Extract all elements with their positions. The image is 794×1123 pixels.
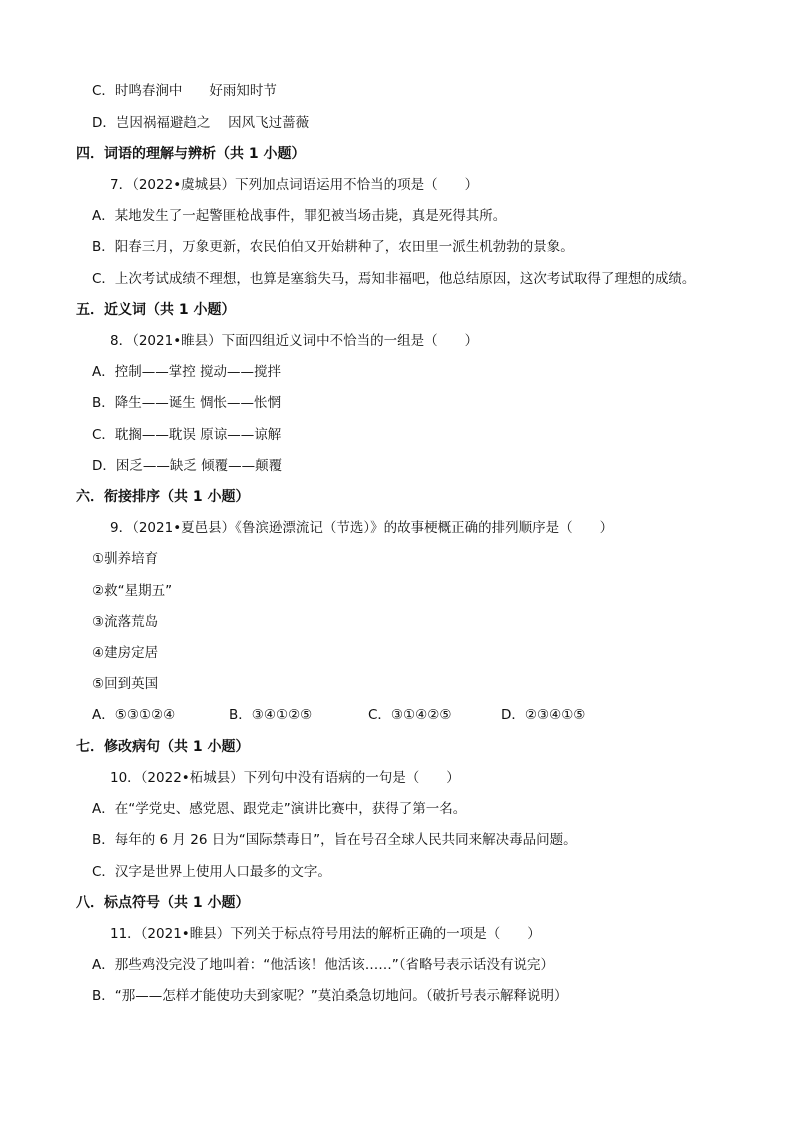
question-stem: 8．（2021•睢县）下面四组近义词中不恰当的一组是（ ） (110, 333, 479, 349)
section-heading: 六．衔接排序（共 1 小题） (76, 489, 250, 505)
option-line: B．每年的 6 月 26 日为“国际禁毒日”，旨在号召全球人民共同来解决毒品问题。 (92, 832, 577, 848)
option-line: B．“那——怎样才能使功夫到家呢？”莫泊桑急切地问。（破折号表示解释说明） (92, 988, 568, 1004)
option-line: A．某地发生了一起警匪枪战事件，罪犯被当场击毙，真是死得其所。 (92, 208, 507, 224)
section-heading: 八．标点符号（共 1 小题） (76, 895, 250, 911)
choices-row (92, 705, 585, 725)
option-line: A．那些鸡没完没了地叫着：“他活该！他活该……”（省略号表示话没有说完） (92, 957, 554, 973)
option-line: B．阳春三月，万象更新，农民伯伯又开始耕种了，农田里一派生机勃勃的景象。 (92, 239, 574, 255)
option-line: ⑤回到英国 (92, 676, 159, 692)
choice-c: C．③①④②⑤ (368, 707, 452, 723)
section-heading: 五．近义词（共 1 小题） (76, 302, 236, 318)
option-line: ②救“星期五” (92, 583, 173, 599)
option-line: B．降生——诞生 惆怅——怅惘 (92, 395, 282, 411)
section-heading: 四．词语的理解与辨析（共 1 小题） (76, 146, 306, 162)
option-line: A．在“学党史、感党恩、跟党走”演讲比赛中，获得了第一名。 (92, 801, 467, 817)
question-stem: 9．（2021•夏邑县）《鲁滨逊漂流记（节选）》的故事梗概正确的排列顺序是（ ） (110, 520, 614, 536)
option-line: C．耽搁——耽误 原谅——谅解 (92, 427, 282, 443)
option-line: ③流落荒岛 (92, 614, 159, 630)
option-line: C．时鸣春涧中 好雨知时节 (92, 83, 277, 99)
question-stem: 7．（2022•虞城县）下列加点词语运用不恰当的项是（ ） (110, 177, 479, 193)
option-line: ④建房定居 (92, 645, 159, 661)
option-line: A．控制——掌控 搅动——搅拌 (92, 364, 282, 380)
option-line: C．汉字是世界上使用人口最多的文字。 (92, 864, 331, 880)
option-line: ①驯养培育 (92, 551, 159, 567)
choice-b: B．③④①②⑤ (229, 707, 313, 723)
option-line: D．困乏——缺乏 倾覆——颠覆 (92, 458, 283, 474)
option-line: C．上次考试成绩不理想，也算是塞翁失马，焉知非福吧，他总结原因，这次考试取得了理想的成绩。 (92, 271, 696, 287)
question-stem: 10．（2022•柘城县）下列句中没有语病的一句是（ ） (110, 770, 460, 786)
question-stem: 11．（2021•睢县）下列关于标点符号用法的解析正确的一项是（ ） (110, 926, 541, 942)
option-line: D．岂因祸福避趋之 因风飞过蔷薇 (92, 115, 310, 131)
choice-d: D．②③④①⑤ (501, 707, 586, 723)
choice-a: A．⑤③①②④ (92, 707, 176, 723)
section-heading: 七．修改病句（共 1 小题） (76, 739, 250, 755)
